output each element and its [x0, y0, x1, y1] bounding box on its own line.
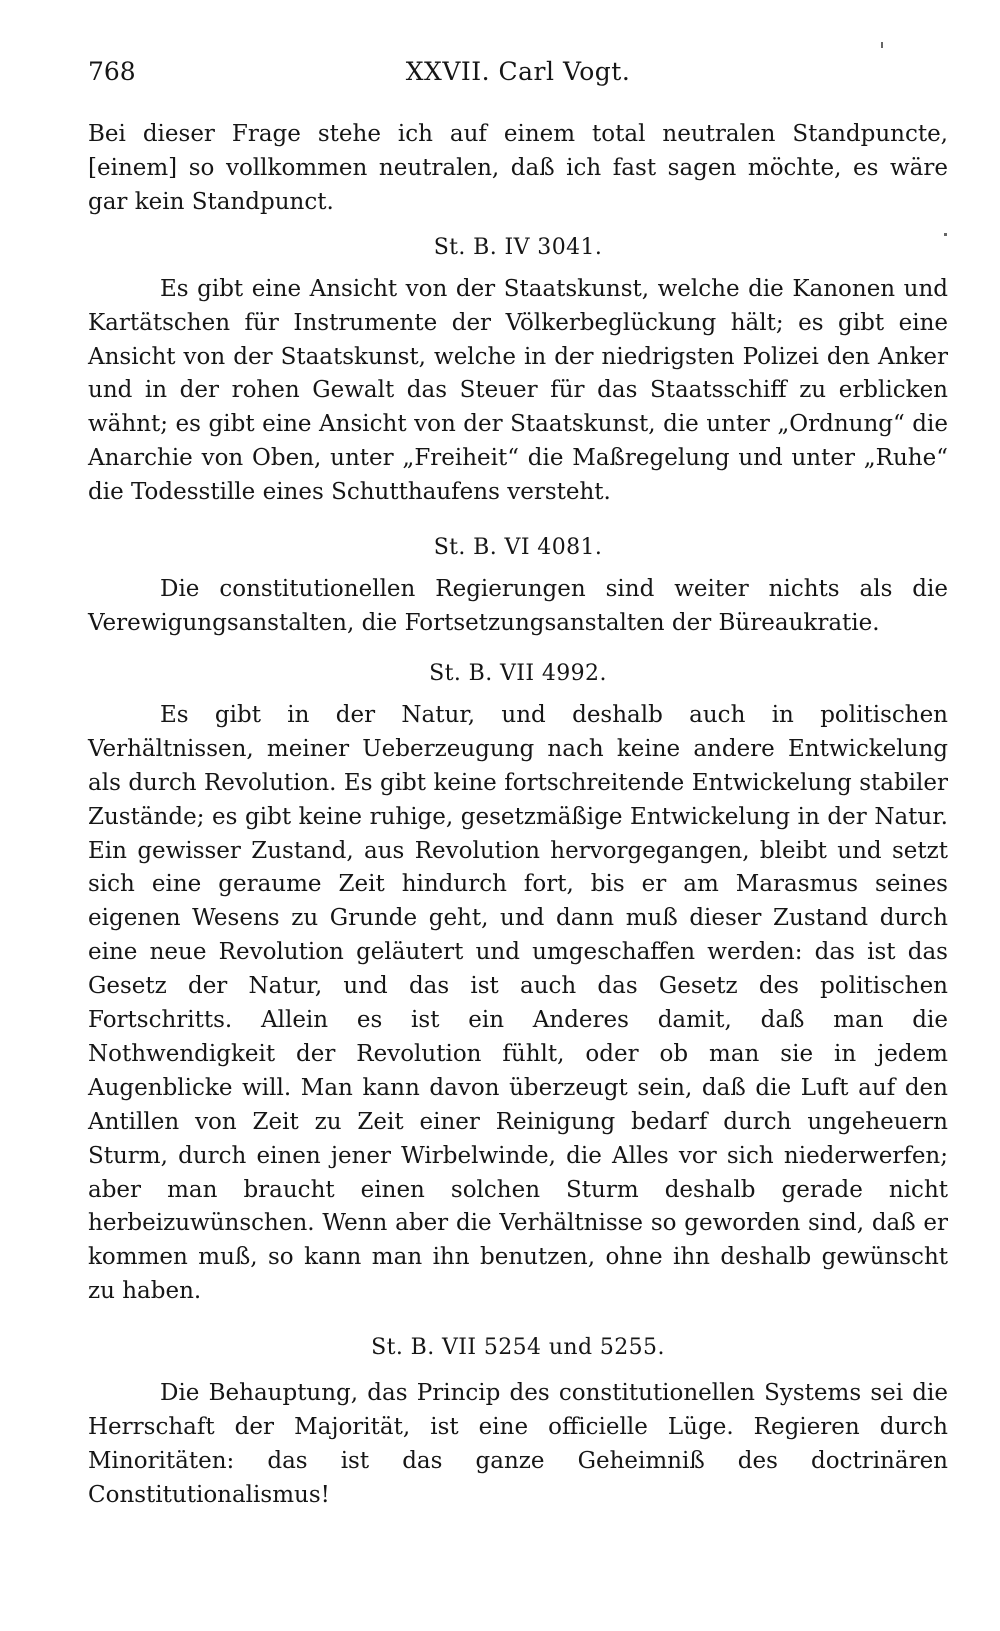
page-body [88, 118, 948, 1513]
quote-paragraph: Es gibt eine Ansicht von der Staatskunst, welche die Kanonen und Kartätschen für Instrumente der Völkerbeglückung hält; es gibt eine Ansicht von der Staatskunst, welche in der niedrigsten Polizei den Anker und in der rohen Gewalt das Steuer für das Staatsschiff zu erblicken wähnt; es gibt eine Ansicht von der Staatskunst, die unter „Ordnung“ die Anarchie von Oben, unter „Freiheit“ die Maßregelung und unter „Ruhe“ die Todesstille eines Schutthaufens versteht. [88, 275, 948, 506]
source-reference: St. B. IV 3041. [433, 234, 603, 260]
print-speck [881, 42, 883, 48]
quote-paragraph: Es gibt in der Natur, und deshalb auch in politischen Verhältnissen, meiner Ueberzeugung nach keine andere Entwickelung als durch Revolution. Es gibt keine fortschreitende Entwickelung stabiler Zustände; es gibt keine ruhige, gesetzmäßige Entwickelung in der Natur. Ein gewisser Zustand, aus Revolution hervorgegangen, bleibt und setzt sich eine geraume Zeit hindurch fort, bis er am Marasmus seines eigenen Wesens zu Grunde geht, und dann muß dieser Zustand durch eine neue Revolution geläutert und umgeschaffen werden: das ist das Gesetz der Natur, und das ist auch das Gesetz des politischen Fortschritts. Allein es ist ein Anderes damit, daß man die Nothwendigkeit der Revolution fühlt, oder ob man sie in jedem Augenblicke will. Man kann davon überzeugt sein, daß die Luft auf den Antillen von Zeit zu Zeit einer Reinigung bedarf durch ungeheuern Sturm, durch einen jener Wirbelwinde, die Alles vor sich niederwerfen; aber man braucht einen solchen Sturm deshalb gerade nicht herbeizuwünschen. Wenn aber die Verhältnisse so geworden sind, daß er kommen muß, so kann man ihn benutzen, ohne ihn deshalb gewünscht zu haben. [88, 701, 948, 1305]
quote-paragraph: Die constitutionellen Regierungen sind weiter nichts als die Verewigungsanstalten, die Fortsetzungsanstalten der Büreaukratie. [88, 576, 948, 636]
running-head [88, 52, 948, 92]
page-number: 768 [88, 57, 136, 86]
source-reference: St. B. VII 5254 und 5255. [371, 1335, 665, 1361]
chapter-title: XXVII. Carl Vogt. [405, 57, 631, 86]
quote-paragraph: Die Behauptung, das Princip des constitutionellen Systems sei die Herrschaft der Majorität, ist eine officielle Lüge. Regieren durch Minoritäten: das ist das ganze Geheimniß des doctrinären Constitutionalismus! [88, 1380, 948, 1508]
print-speck [944, 233, 947, 236]
quote-paragraph: Bei dieser Frage stehe ich auf einem total neutralen Standpuncte, [einem] so vollkommen neutralen, daß ich fast sagen möchte, es wäre gar kein Standpunct. [88, 121, 948, 215]
source-reference: St. B. VII 4992. [429, 660, 607, 686]
source-reference: St. B. VI 4081. [433, 535, 603, 561]
